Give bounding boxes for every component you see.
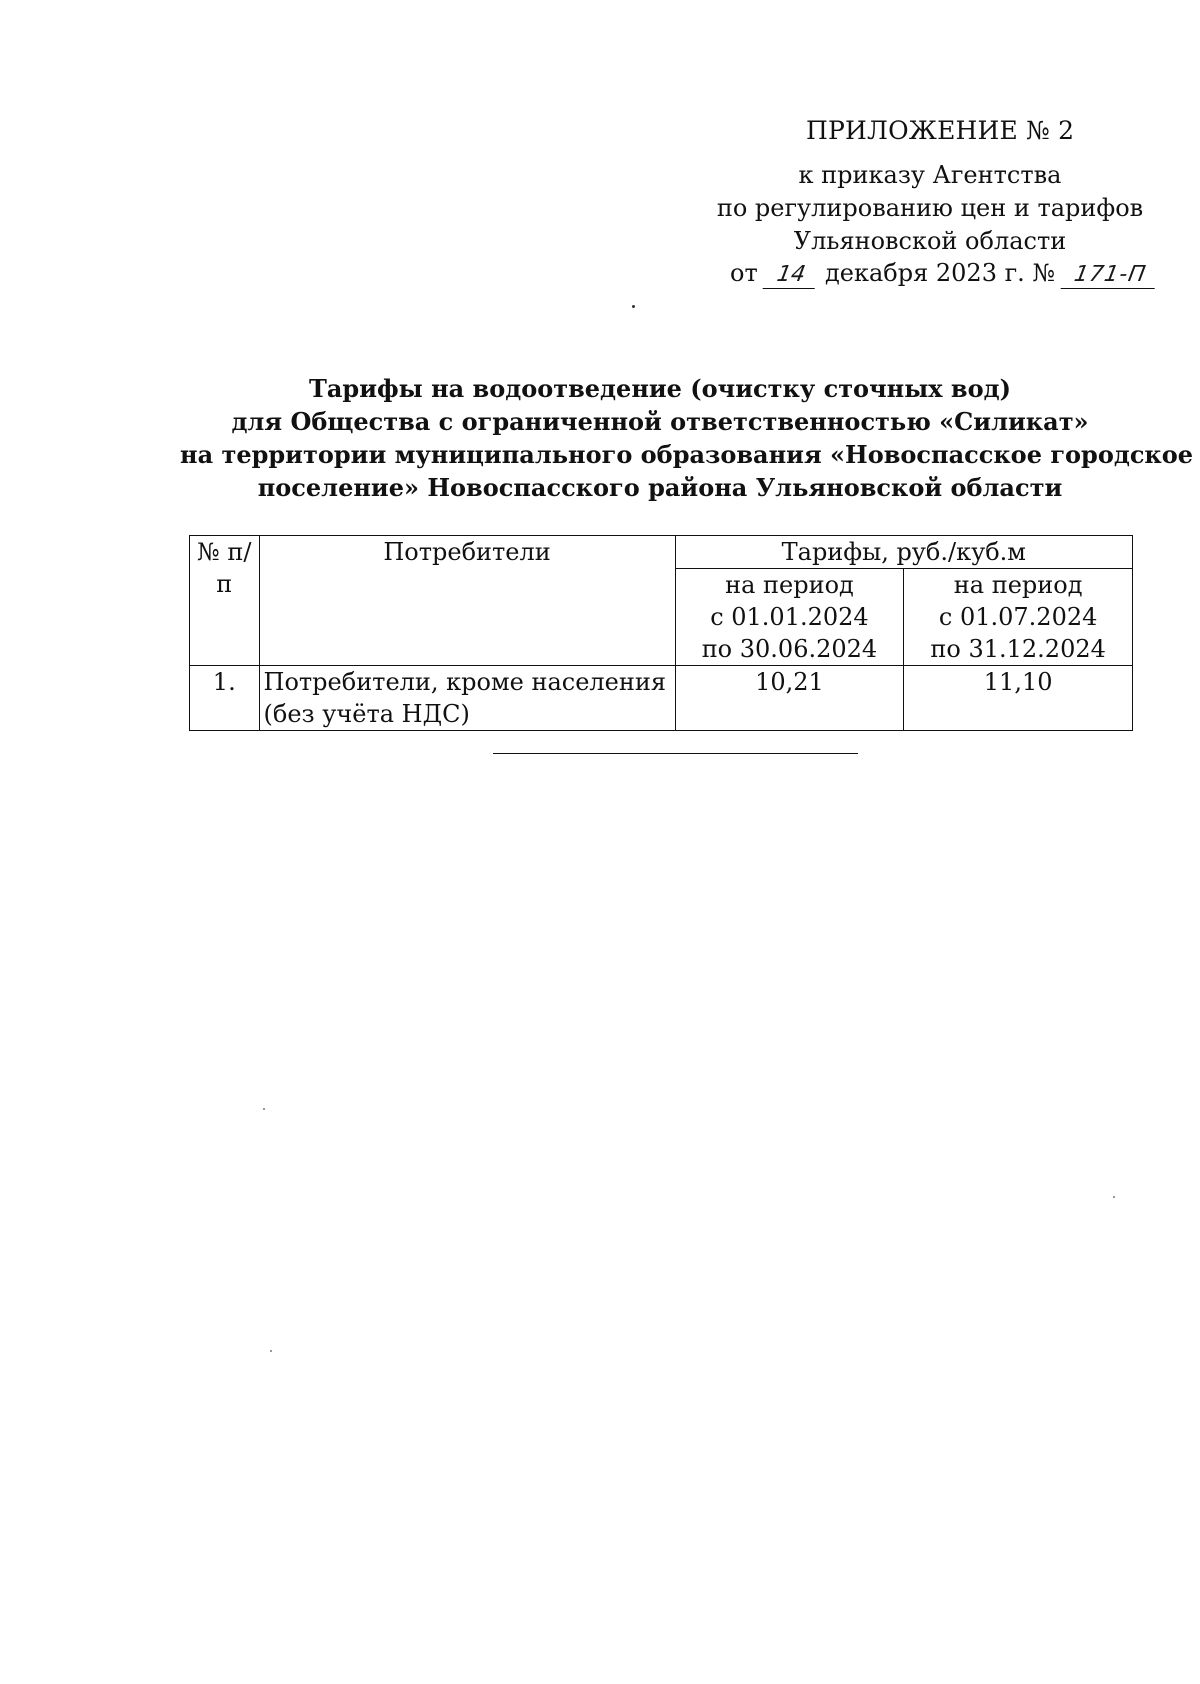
header-tariffs: Тарифы, руб./куб.м <box>675 536 1132 569</box>
scan-speck <box>270 1350 272 1352</box>
order-reference <box>730 257 1157 290</box>
document-title <box>180 372 1194 504</box>
header-consumers: Потребители <box>259 536 675 666</box>
row-tariff-period-2: 11,10 <box>904 666 1133 731</box>
table-row <box>190 666 1133 731</box>
scan-speck <box>263 1108 265 1110</box>
header-number: № п/п <box>190 536 260 666</box>
row-tariff-period-1: 10,21 <box>675 666 904 731</box>
row-number: 1. <box>190 666 260 731</box>
period-end: по 31.12.2024 <box>930 635 1106 663</box>
handwritten-order-day: 14 <box>763 262 820 289</box>
row-consumer: Потребители, кроме населения (без учёта НДС) <box>259 666 675 731</box>
header-period-1 <box>675 569 904 666</box>
title-line: поселение» Новоспасского района Ульяновской области <box>257 473 1063 502</box>
scan-speck <box>1113 1196 1115 1198</box>
annex-title: ПРИЛОЖЕНИЕ № 2 <box>806 116 1075 145</box>
title-line: Тарифы на водоотведение (очистку сточных вод) <box>309 374 1011 403</box>
order-month-year: декабря 2023 г. № <box>825 259 1056 287</box>
table-header-row <box>190 536 1133 569</box>
annex-ref-line: Ульяновской области <box>793 227 1067 255</box>
header-period-2 <box>904 569 1133 666</box>
end-rule <box>493 753 858 754</box>
annex-ref-line: по регулированию цен и тарифов <box>716 194 1144 222</box>
period-label: на период <box>953 571 1083 599</box>
tariff-table <box>189 535 1133 731</box>
annex-ref-line: к приказу Агентства <box>798 161 1062 189</box>
title-line: для Общества с ограниченной ответственностью «Силикат» <box>231 407 1089 436</box>
scan-speck <box>632 305 635 308</box>
order-prefix: от <box>730 259 758 287</box>
period-label: на период <box>725 571 854 599</box>
period-start: с 01.07.2024 <box>938 603 1098 631</box>
title-line: на территории муниципального образования «Новоспасское городское <box>180 440 1194 469</box>
period-start: с 01.01.2024 <box>710 603 869 631</box>
period-end: по 30.06.2024 <box>701 635 878 663</box>
handwritten-order-number: 171-П <box>1060 262 1159 289</box>
annex-reference <box>700 159 1160 258</box>
